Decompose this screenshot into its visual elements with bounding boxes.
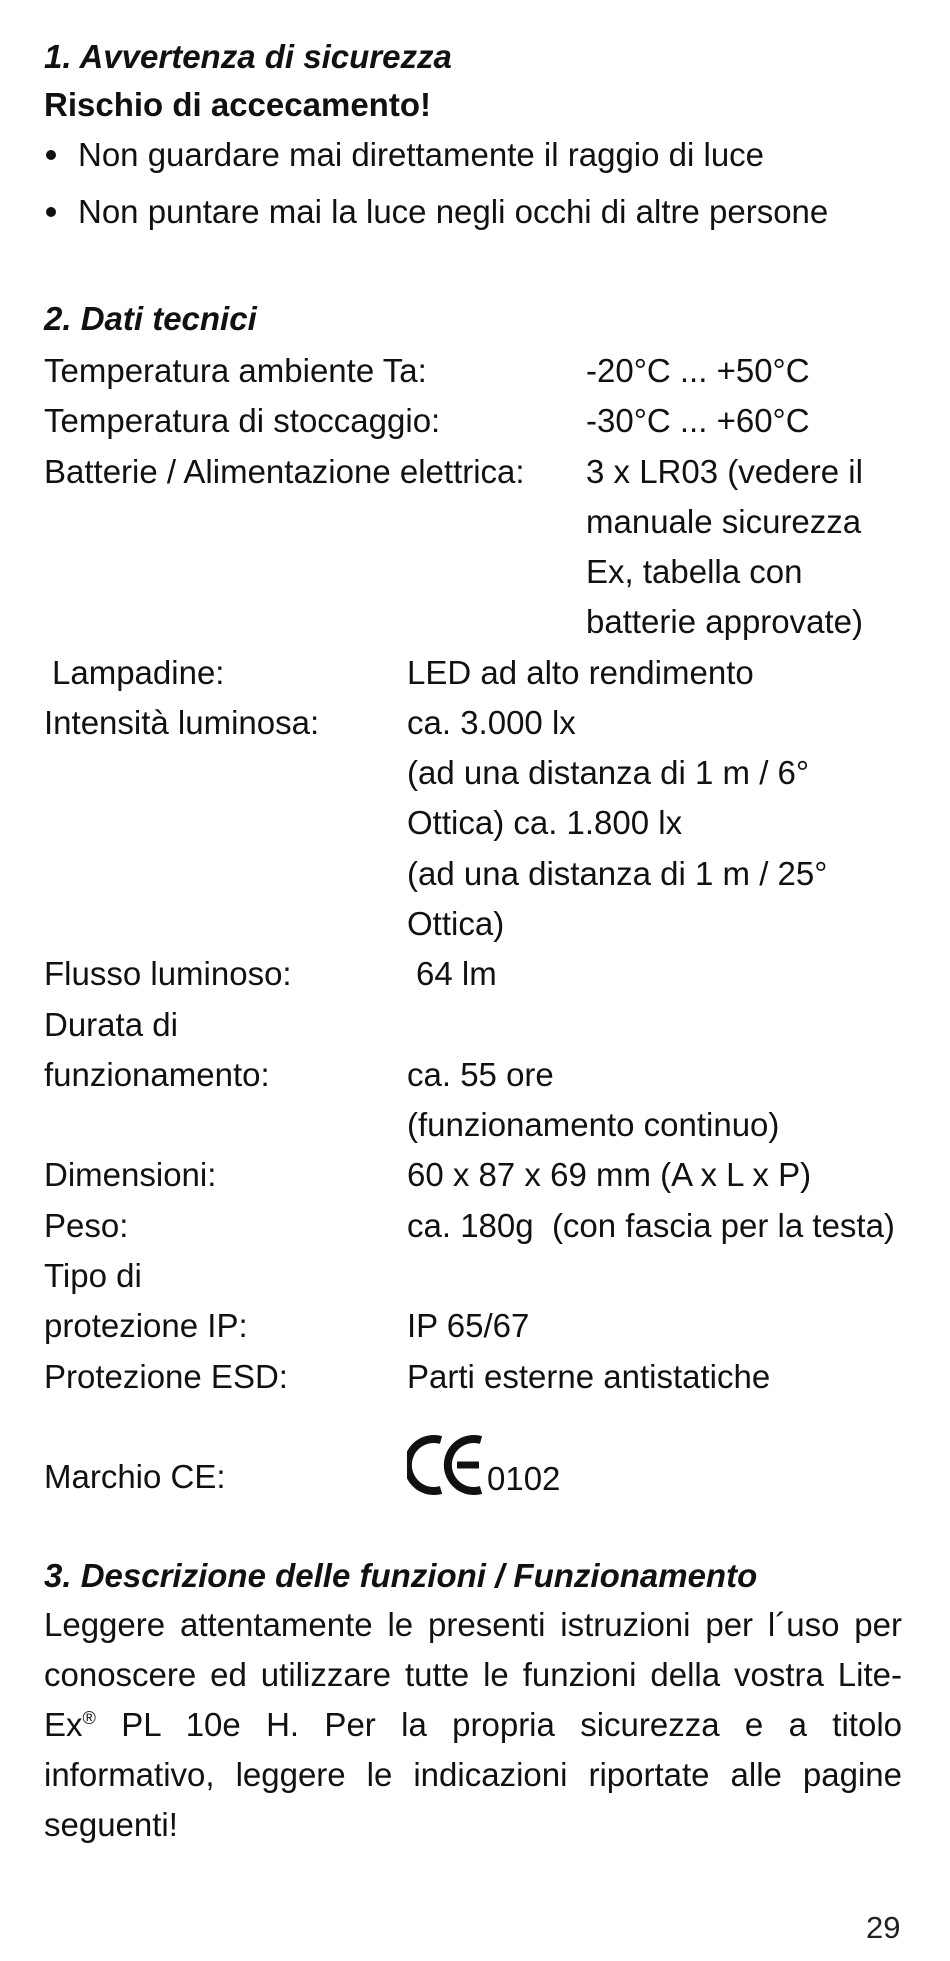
batteries-value-line: manuale sicurezza	[586, 503, 862, 540]
duration-label-line: Durata di	[44, 1006, 178, 1043]
dimensions-value: 60 x 87 x 69 mm (A x L x P)	[407, 1156, 812, 1193]
ce-mark-icon	[407, 1434, 485, 1496]
description-paragraph	[44, 1600, 902, 1850]
batteries-value-line: Ex, tabella con	[586, 553, 803, 590]
paragraph-text: PL 10e H. Per la propria sicurezza e a titolo informativo, leggere le indicazioni riportate alle pagine seguenti!	[44, 1706, 902, 1843]
section2-heading: 2. Dati tecnici	[44, 300, 257, 337]
weight-value: ca. 180g (con fascia per la testa)	[407, 1207, 895, 1244]
esd-label: Protezione ESD:	[44, 1358, 288, 1395]
duration-value-line: ca. 55 ore	[407, 1056, 554, 1093]
section3-heading: 3. Descrizione delle funzioni / Funzionamento	[44, 1557, 758, 1594]
warning-text: Rischio di accecamento!	[44, 86, 431, 123]
section1-heading: 1. Avvertenza di sicurezza	[44, 38, 452, 75]
duration-value-line: (funzionamento continuo)	[407, 1106, 780, 1143]
ip-label-line: protezione IP:	[44, 1307, 248, 1344]
lamps-label: Lampadine:	[52, 654, 225, 691]
intensity-value-line: (ad una distanza di 1 m / 25°	[407, 855, 828, 892]
batteries-value-line: 3 x LR03 (vedere il	[586, 453, 863, 490]
ip-label-line: Tipo di	[44, 1257, 142, 1294]
intensity-value-line: (ad una distanza di 1 m / 6°	[407, 754, 810, 791]
intensity-label: Intensità luminosa:	[44, 704, 320, 741]
list-item: Non guardare mai direttamente il raggio di luce	[78, 136, 765, 173]
temp-ambient-label: Temperatura ambiente Ta:	[44, 352, 427, 389]
temp-storage-value: -30°C ... +60°C	[586, 402, 810, 439]
bullet-icon	[46, 207, 56, 217]
batteries-label: Batterie / Alimentazione elettrica:	[44, 453, 525, 490]
weight-label: Peso:	[44, 1207, 129, 1244]
paragraph-text: Leggere attentamente le presenti istruzioni per l´uso per conoscere ed utilizzare tutte le funzioni della vostra Lite-Ex	[44, 1606, 902, 1743]
bullet-icon	[46, 150, 56, 160]
intensity-value-line: Ottica)	[407, 905, 505, 942]
flux-label: Flusso luminoso:	[44, 955, 292, 992]
ce-label: Marchio CE:	[44, 1458, 226, 1495]
page-number: 29	[866, 1910, 901, 1945]
intensity-value-line: ca. 3.000 lx	[407, 704, 576, 741]
ce-number: 0102	[487, 1460, 561, 1497]
temp-storage-label: Temperatura di stoccaggio:	[44, 402, 441, 439]
temp-ambient-value: -20°C ... +50°C	[586, 352, 810, 389]
flux-value: 64 lm	[416, 955, 497, 992]
intensity-value-line: Ottica) ca. 1.800 lx	[407, 804, 683, 841]
list-item: Non puntare mai la luce negli occhi di altre persone	[78, 193, 829, 230]
ip-value: IP 65/67	[407, 1307, 530, 1344]
duration-label-line: funzionamento:	[44, 1056, 270, 1093]
batteries-value-line: batterie approvate)	[586, 603, 864, 640]
registered-mark: ®	[82, 1708, 96, 1728]
esd-value: Parti esterne antistatiche	[407, 1358, 771, 1395]
dimensions-label: Dimensioni:	[44, 1156, 217, 1193]
lamps-value: LED ad alto rendimento	[407, 654, 754, 691]
